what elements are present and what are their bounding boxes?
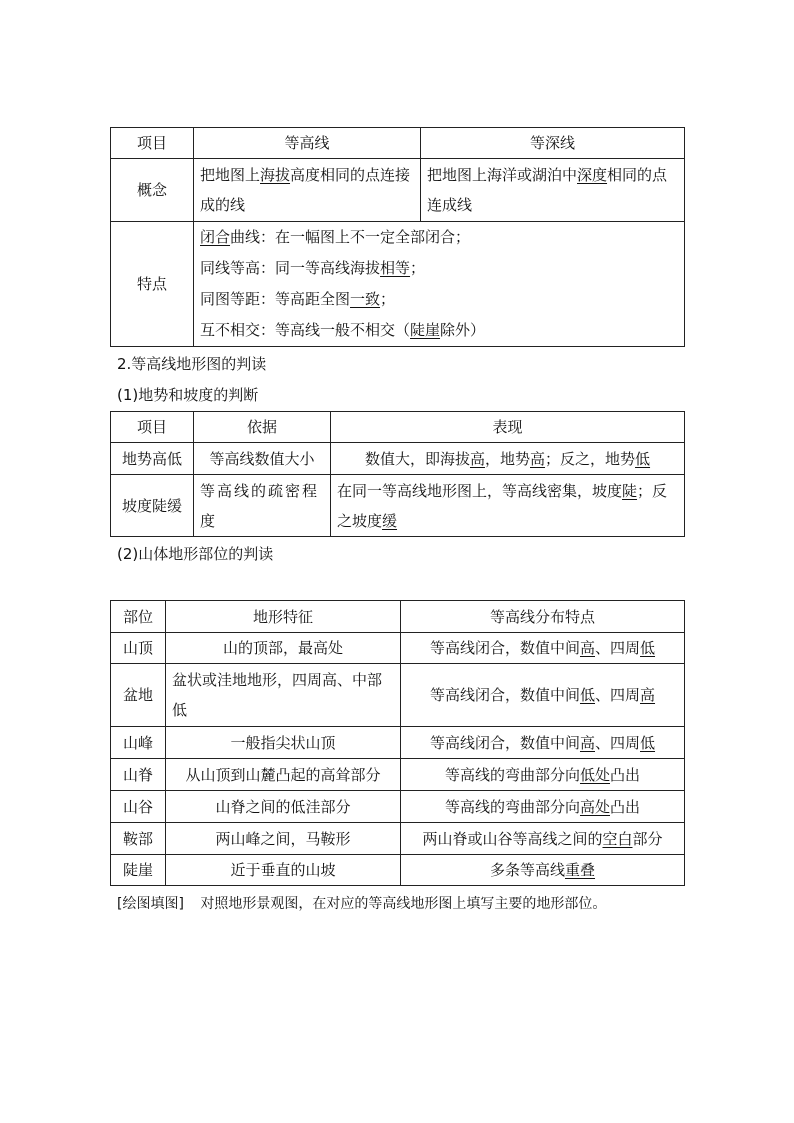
feature-cell: 山的顶部，最高处 [166,633,401,664]
part-cell: 山峰 [111,727,166,759]
subsection-title: (1)地势和坡度的判断 [117,386,259,404]
underlined-term: 一致 [350,290,381,308]
basis-cell: 等高线数值大小 [194,443,331,475]
section-title: 2.等高线地形图的判读 [117,355,267,373]
landform-parts-table [110,600,685,886]
underlined-term: 相等 [380,259,411,277]
table-row [111,727,685,759]
table-row [111,159,685,222]
table-row [111,222,685,347]
distribution-cell: 两山脊或山谷等高线之间的空白部分 [401,823,685,855]
table-row [111,475,685,537]
contour-vs-depth-table [110,127,685,347]
feature-cell: 盆状或洼地地形，四周高、中部低 [166,664,401,727]
table-row [111,823,685,855]
table-row [111,664,685,727]
table-row [111,412,685,443]
table-row [111,759,685,791]
features-cell [194,222,685,347]
distribution-cell: 等高线闭合，数值中间高、四周低 [401,633,685,664]
row-label: 概念 [111,159,194,222]
underlined-term: 海拔 [260,166,291,184]
distribution-cell: 等高线闭合，数值中间低、四周高 [401,664,685,727]
distribution-cell: 等高线的弯曲部分向高处凸出 [401,791,685,823]
header-cell: 表现 [331,412,685,443]
note-text: 对照地形景观图，在对应的等高线地形图上填写主要的地形部位。 [200,896,607,912]
table-row [111,443,685,475]
part-cell: 山脊 [111,759,166,791]
header-cell: 项目 [111,412,194,443]
basis-cell: 等高线的疏密程度 [194,475,331,537]
part-cell: 山顶 [111,633,166,664]
part-cell: 鞍部 [111,823,166,855]
header-cell: 依据 [194,412,331,443]
feature-cell: 从山顶到山麓凸起的高耸部分 [166,759,401,791]
performance-cell: 在同一等高线地形图上，等高线密集，坡度陡；反之坡度缓 [331,475,685,537]
header-cell: 部位 [111,601,166,633]
terrain-slope-table [110,411,685,537]
row-label: 坡度陡缓 [111,475,194,537]
header-cell: 项目 [111,128,194,159]
feature-line: 同线等高：同一等高线海拔相等； [200,259,426,277]
header-cell: 等深线 [421,128,685,159]
table-row [111,601,685,633]
feature-line: 互不相交：等高线一般不相交（陡崖除外） [200,321,486,339]
feature-cell: 一般指尖状山顶 [166,727,401,759]
header-cell: 等高线分布特点 [401,601,685,633]
feature-cell: 近于垂直的山坡 [166,855,401,886]
distribution-cell: 等高线的弯曲部分向低处凸出 [401,759,685,791]
note-tag: [绘图填图] [117,896,184,912]
row-label: 特点 [111,222,194,347]
underlined-term: 闭合 [200,228,231,246]
underlined-term: 陡崖 [410,321,441,339]
feature-cell: 两山峰之间，马鞍形 [166,823,401,855]
part-cell: 陡崖 [111,855,166,886]
subsection-title: (2)山体地形部位的判读 [117,545,274,563]
header-cell: 地形特征 [166,601,401,633]
feature-line: 同图等距：等高距全图一致； [200,290,396,308]
feature-line: 闭合曲线：在一幅图上不一定全部闭合； [200,228,471,246]
table-row [111,855,685,886]
part-cell: 山谷 [111,791,166,823]
exercise-note [117,892,606,916]
depth-concept-cell: 把地图上海洋或湖泊中深度相同的点连成线 [421,159,685,222]
performance-cell: 数值大，即海拔高，地势高；反之，地势低 [331,443,685,475]
underlined-term: 深度 [577,166,608,184]
distribution-cell: 等高线闭合，数值中间高、四周低 [401,727,685,759]
part-cell: 盆地 [111,664,166,727]
header-cell: 等高线 [194,128,421,159]
table-row [111,633,685,664]
contour-concept-cell: 把地图上海拔高度相同的点连接成的线 [194,159,421,222]
table-row [111,128,685,159]
distribution-cell: 多条等高线重叠 [401,855,685,886]
feature-cell: 山脊之间的低洼部分 [166,791,401,823]
row-label: 地势高低 [111,443,194,475]
table-row [111,791,685,823]
